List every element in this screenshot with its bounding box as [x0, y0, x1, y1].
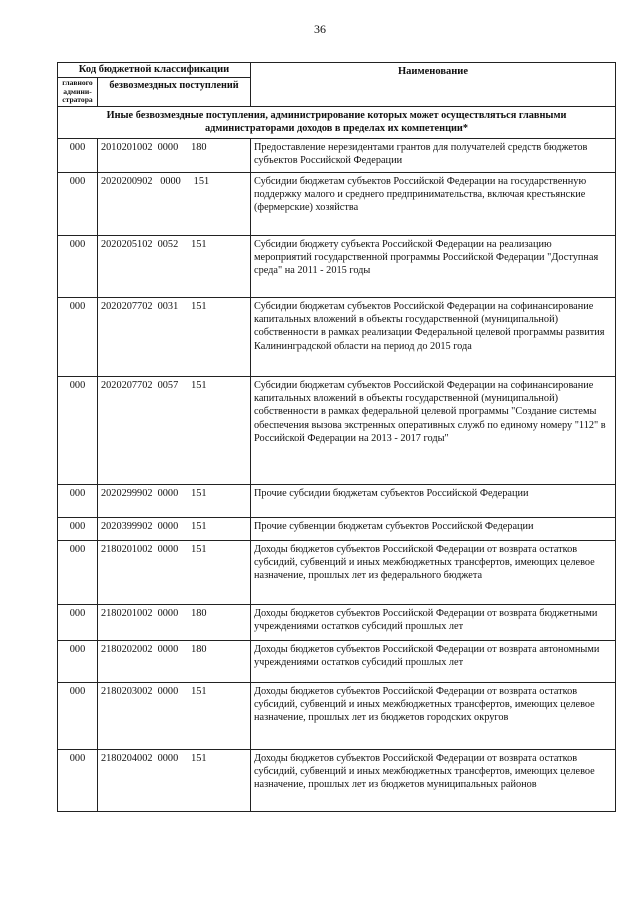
- admin-code-cell: 000: [58, 749, 98, 811]
- table-row: [58, 172, 616, 235]
- classification-table: [57, 62, 616, 812]
- section-title: Иные безвозмездные поступления, администрирование которых может осуществляться главными администраторами доходов в пределах их компетенции*: [58, 106, 616, 138]
- table-row: [58, 376, 616, 484]
- admin-code-cell: 000: [58, 682, 98, 749]
- admin-code-cell: 000: [58, 517, 98, 540]
- revenue-code-cell: 2180202002 0000 180: [98, 640, 251, 682]
- admin-code-cell: 000: [58, 172, 98, 235]
- revenue-name-cell: Прочие субсидии бюджетам субъектов Российской Федерации: [251, 484, 616, 517]
- page-number: 36: [314, 22, 326, 36]
- revenue-name-cell: Субсидии бюджету субъекта Российской Федерации на реализацию мероприятий государственной программы Российской Федерации "Доступная среда" на 2011 - 2015 годы: [251, 235, 616, 297]
- revenue-code-cell: 2020207702 0057 151: [98, 376, 251, 484]
- revenue-code-cell: 2020299902 0000 151: [98, 484, 251, 517]
- revenue-name-cell: Доходы бюджетов субъектов Российской Федерации от возврата автономными учреждениями остатков субсидий прошлых лет: [251, 640, 616, 682]
- revenue-name-cell: Субсидии бюджетам субъектов Российской Федерации на государственную поддержку малого и среднего предпринимательства, включая крестьянские (фермерские) хозяйства: [251, 172, 616, 235]
- revenue-name-cell: Доходы бюджетов субъектов Российской Федерации от возврата остатков субсидий, субвенций и иных межбюджетных трансфертов, имеющих целевое назначение, прошлых лет из бюджетов городских округов: [251, 682, 616, 749]
- revenue-name-cell: Доходы бюджетов субъектов Российской Федерации от возврата остатков субсидий, субвенций и иных межбюджетных трансфертов, имеющих целевое назначение, прошлых лет из федерального бюджета: [251, 540, 616, 604]
- table-row: [58, 297, 616, 376]
- table-row: [58, 484, 616, 517]
- code-group-header: Код бюджетной классификации: [58, 63, 251, 78]
- admin-code-cell: 000: [58, 235, 98, 297]
- admin-code-cell: 000: [58, 297, 98, 376]
- revenue-name-cell: Прочие субвенции бюджетам субъектов Российской Федерации: [251, 517, 616, 540]
- admin-column-header: главного админи-стратора: [58, 78, 98, 107]
- table-row: [58, 604, 616, 640]
- revenue-code-cell: 2020205102 0052 151: [98, 235, 251, 297]
- revenue-code-cell: 2020200902 0000 151: [98, 172, 251, 235]
- table-row: [58, 235, 616, 297]
- section-row: [58, 106, 616, 138]
- admin-code-cell: 000: [58, 376, 98, 484]
- name-column-header: Наименование: [251, 63, 616, 107]
- revenue-code-cell: 2180201002 0000 180: [98, 604, 251, 640]
- admin-code-cell: 000: [58, 484, 98, 517]
- header-row-top: [58, 63, 616, 78]
- admin-code-cell: 000: [58, 640, 98, 682]
- revenue-code-cell: 2020207702 0031 151: [98, 297, 251, 376]
- revenue-name-cell: Предоставление нерезидентами грантов для получателей средств бюджетов субъектов Российской Федерации: [251, 138, 616, 172]
- revenue-code-cell: 2180203002 0000 151: [98, 682, 251, 749]
- revenue-code-cell: 2180204002 0000 151: [98, 749, 251, 811]
- admin-code-cell: 000: [58, 540, 98, 604]
- revenue-code-cell: 2020399902 0000 151: [98, 517, 251, 540]
- table-row: [58, 749, 616, 811]
- table-row: [58, 640, 616, 682]
- revenue-code-cell: 2010201002 0000 180: [98, 138, 251, 172]
- revenue-column-header: безвозмездных поступлений: [98, 78, 251, 107]
- admin-code-cell: 000: [58, 604, 98, 640]
- table-row: [58, 138, 616, 172]
- admin-code-cell: 000: [58, 138, 98, 172]
- revenue-name-cell: Субсидии бюджетам субъектов Российской Федерации на софинансирование капитальных вложений в объекты государственной (муниципальной) собственности в рамках реализации Федеральной целевой программы развития Калининградской области на период до 2015 года: [251, 297, 616, 376]
- table-row: [58, 540, 616, 604]
- table-row: [58, 682, 616, 749]
- revenue-name-cell: Доходы бюджетов субъектов Российской Федерации от возврата остатков субсидий, субвенций и иных межбюджетных трансфертов, имеющих целевое назначение, прошлых лет из бюджетов муниципальных районов: [251, 749, 616, 811]
- revenue-code-cell: 2180201002 0000 151: [98, 540, 251, 604]
- revenue-name-cell: Доходы бюджетов субъектов Российской Федерации от возврата бюджетными учреждениями остатков субсидий прошлых лет: [251, 604, 616, 640]
- table-row: [58, 517, 616, 540]
- revenue-name-cell: Субсидии бюджетам субъектов Российской Федерации на софинансирование капитальных вложений в объекты государственной (муниципальной) собственности в рамках федеральной целевой программы "Создание системы обеспечения вызова экстренных оперативных служб по единому номеру "112" в Российской Федерации на 2013 - 2017 годы": [251, 376, 616, 484]
